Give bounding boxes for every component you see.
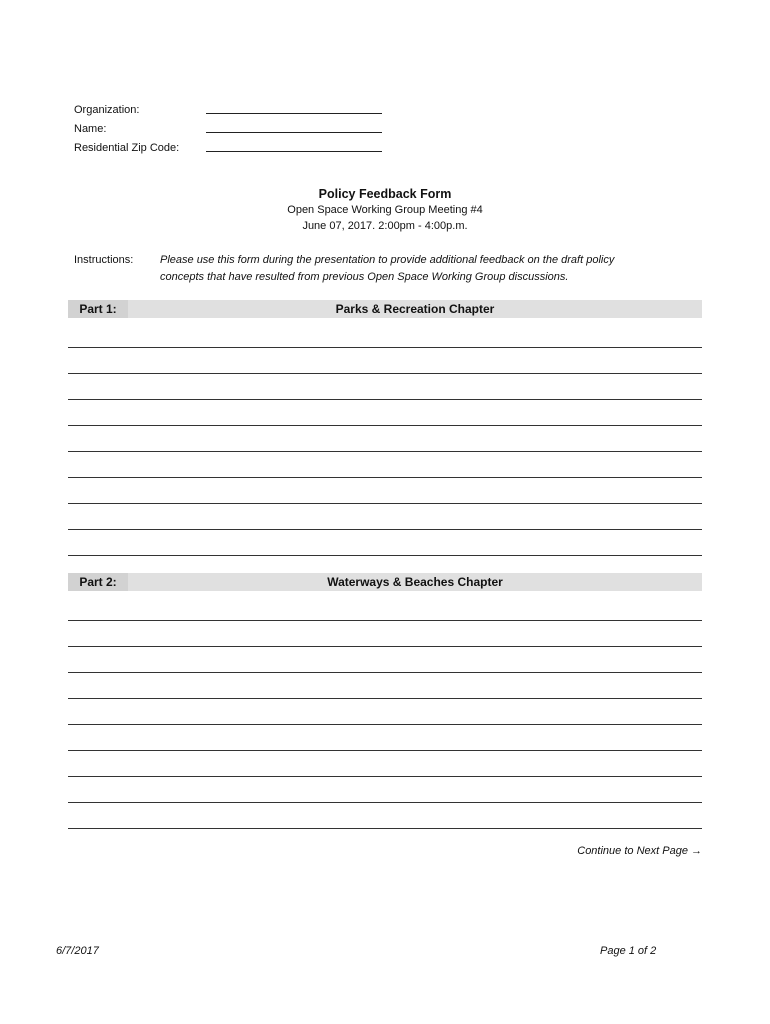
part-2-header xyxy=(68,573,702,591)
organization-field[interactable] xyxy=(206,102,382,114)
response-line[interactable] xyxy=(68,802,702,803)
name-field[interactable] xyxy=(206,121,382,133)
instructions-line-1: Please use this form during the presentation to provide additional feedback on the draft policy xyxy=(160,254,615,266)
organization-row xyxy=(74,97,394,116)
footer-page-number: Page 1 of 2 xyxy=(600,945,657,957)
instructions xyxy=(74,252,714,286)
part-1-header xyxy=(68,300,702,318)
response-line[interactable] xyxy=(68,828,702,829)
part-1-label: Part 1: xyxy=(68,300,128,318)
instructions-label: Instructions: xyxy=(74,254,134,266)
response-line[interactable] xyxy=(68,750,702,751)
response-line[interactable] xyxy=(68,646,702,647)
name-row xyxy=(74,116,394,135)
continue-to-next-page: Continue to Next Page → xyxy=(577,845,702,857)
zip-code-label: Residential Zip Code: xyxy=(74,142,180,154)
meeting-name: Open Space Working Group Meeting #4 xyxy=(287,204,483,216)
organization-label: Organization: xyxy=(74,104,140,116)
contact-fields xyxy=(74,97,394,154)
response-line[interactable] xyxy=(68,451,702,452)
meeting-date: June 07, 2017. 2:00pm - 4:00p.m. xyxy=(302,220,468,232)
response-line[interactable] xyxy=(68,620,702,621)
name-label: Name: xyxy=(74,123,107,135)
form-header xyxy=(0,186,770,234)
response-line[interactable] xyxy=(68,672,702,673)
response-line[interactable] xyxy=(68,477,702,478)
response-line[interactable] xyxy=(68,698,702,699)
response-line[interactable] xyxy=(68,399,702,400)
response-line[interactable] xyxy=(68,776,702,777)
part-2-label: Part 2: xyxy=(68,573,128,591)
part-2-title: Waterways & Beaches Chapter xyxy=(327,575,503,589)
instructions-text xyxy=(160,252,614,286)
form-title: Policy Feedback Form xyxy=(318,187,452,201)
response-line[interactable] xyxy=(68,555,702,556)
response-line[interactable] xyxy=(68,503,702,504)
response-line[interactable] xyxy=(68,347,702,348)
zip-code-field[interactable] xyxy=(206,140,382,152)
instructions-line-2: concepts that have resulted from previous Open Space Working Group discussions. xyxy=(160,271,569,283)
response-line[interactable] xyxy=(68,373,702,374)
response-line[interactable] xyxy=(68,529,702,530)
zip-code-row xyxy=(74,135,394,154)
part-1-title: Parks & Recreation Chapter xyxy=(335,302,495,316)
footer-date: 6/7/2017 xyxy=(56,945,99,957)
response-line[interactable] xyxy=(68,425,702,426)
response-line[interactable] xyxy=(68,724,702,725)
